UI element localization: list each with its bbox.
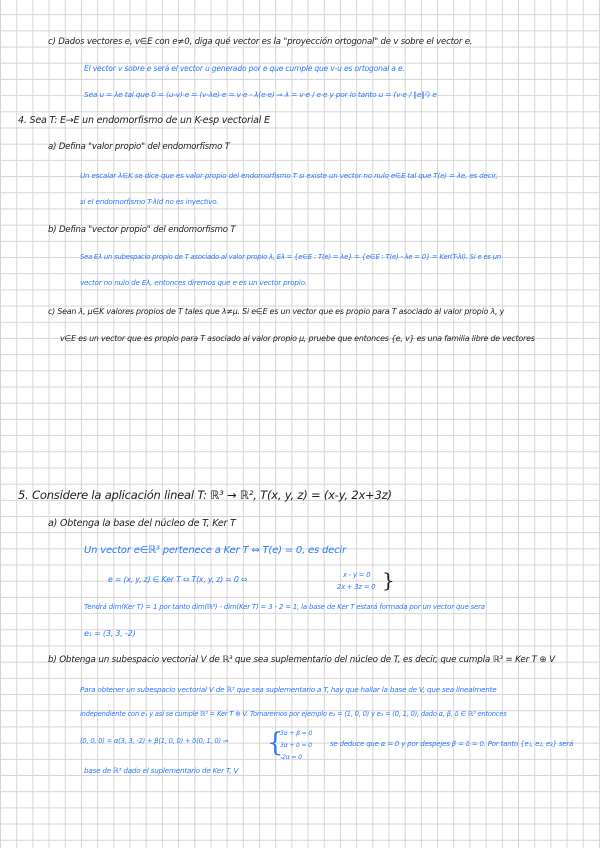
q5-a-answer-line-1: Un vector e∈ℝ³ pertenece a Ker T ⇔ T(e) = 0, es decir xyxy=(84,545,346,556)
q5-a-system-eq-2: 2x + 3z = 0 xyxy=(337,583,376,591)
q4-a-answer-line-2: si el endomorfismo T-λId no es inyectivo. xyxy=(80,197,219,206)
q4-b-answer-line-1: Sea Eλ un subespacio propio de T asociado al valor propio λ, Eλ = {e∈E : T(e) = λe} = {e∈E : T(e) - λe = 0} = Ker(T-λI). Si e es un xyxy=(80,253,501,261)
q5-b-system-eq-2: 3α + δ = 0 xyxy=(280,742,312,749)
q5-b-system-eq-1: 3α + β = 0 xyxy=(280,730,313,737)
q5-a-system-eq-1: x - y = 0 xyxy=(343,571,371,579)
q4-prev-c-answer-line-1: El vector v sobre e será el vector u generado por e que cumple que v-u es ortogonal a e. xyxy=(84,64,405,73)
question-5-heading: 5. Considere la aplicación lineal T: ℝ³ → ℝ², T(x, y, z) = (x-y, 2x+3z) xyxy=(18,488,392,502)
q5-b-answer-line-1: Para obtener un subespacio vectorial V de ℝ³ que sea suplementario a T, hay que hallar la base de V, que sea linealmente xyxy=(80,685,497,694)
question-4-heading: 4. Sea T: E→E un endomorfismo de un K-esp vectorial E xyxy=(18,115,270,126)
q5-a-answer-line-2: e = (x, y, z) ∈ Ker T ⇔ T(x, y, z) = 0 ⇔ xyxy=(108,575,248,584)
q4-c-question-line-2: v∈E es un vector que es propio para T asociado al valor propio μ, pruebe que entonces {e, v} es una familia libre de vectores xyxy=(60,334,535,343)
q5-b-system-eq-3: -2α = 0 xyxy=(280,754,302,761)
q5-b-answer-line-4: base de ℝ³ dado el suplementario de Ker T, V xyxy=(84,766,239,775)
q4-prev-c-answer-line-2: Sea u = λe tal que 0 = (u-v)·e = (v-λe)·e = v·e - λ(e·e) ⇒ λ = v·e / e·e y por lo tanto u = (v·e / ‖e‖²) e xyxy=(84,90,437,99)
q4-a-answer-line-1: Un escalar λ∈K se dice que es valor propio del endomorfismo T si existe un vector no nulo e∈E tal que T(e) = λe, es decir, xyxy=(80,171,498,180)
q5-b-answer-line-3b: se deduce que α = 0 y por despejes β = δ = 0. Por tanto {e₁, e₂, e₃} será xyxy=(330,740,574,748)
q5-b-question: b) Obtenga un subespacio vectorial V de ℝ³ que sea suplementario del núcleo de T, es decir, que cumpla ℝ³ = Ker T ⊕ V xyxy=(48,655,556,665)
q5-a-answer-line-3: Tendrá dim(Ker T) = 1 por tanto dim(ℝ³) - dim(Ker T) = 3 - 2 = 1, la base de Ker T estará formada por un vector que sera xyxy=(84,603,485,611)
q5-a-system-brace: } xyxy=(382,568,395,592)
q5-a-answer-line-4: e₁ = (3, 3, -2) xyxy=(84,629,136,638)
q5-b-answer-line-2: independiente con e₁ y así se cumple ℝ³ = Ker T ⊕ V. Tomaremos por ejemplo e₂ = (1, 0, 0) y e₃ = (0, 1, 0), dado α, β, δ ∈ ℝ³ entonces xyxy=(80,710,507,718)
q4-a-question: a) Defina "valor propio" del endomorfismo T xyxy=(48,142,230,152)
q5-b-answer-line-3a: (0, 0, 0) = α(3, 3, -2) + β(1, 0, 0) + δ(0, 1, 0) ⇒ xyxy=(80,737,229,745)
q4-b-answer-line-2: vector no nulo de Eλ, entonces diremos que e es un vector propio. xyxy=(80,278,307,287)
q4-b-question: b) Defina "vector propio" del endomorfismo T xyxy=(48,225,236,235)
q5-a-question: a) Obtenga la base del núcleo de T, Ker T xyxy=(48,518,236,529)
q5-b-system-brace: { xyxy=(267,728,284,758)
q4-prev-c-question: c) Dados vectores e, v∈E con e≠0, diga qué vector es la "proyección ortogonal" de v sobre el vector e. xyxy=(48,37,473,47)
q4-c-question-line-1: c) Sean λ, μ∈K valores propios de T tales que λ≠μ. Si e∈E es un vector que es propio para T asociado al valor propio λ, y xyxy=(48,307,505,316)
